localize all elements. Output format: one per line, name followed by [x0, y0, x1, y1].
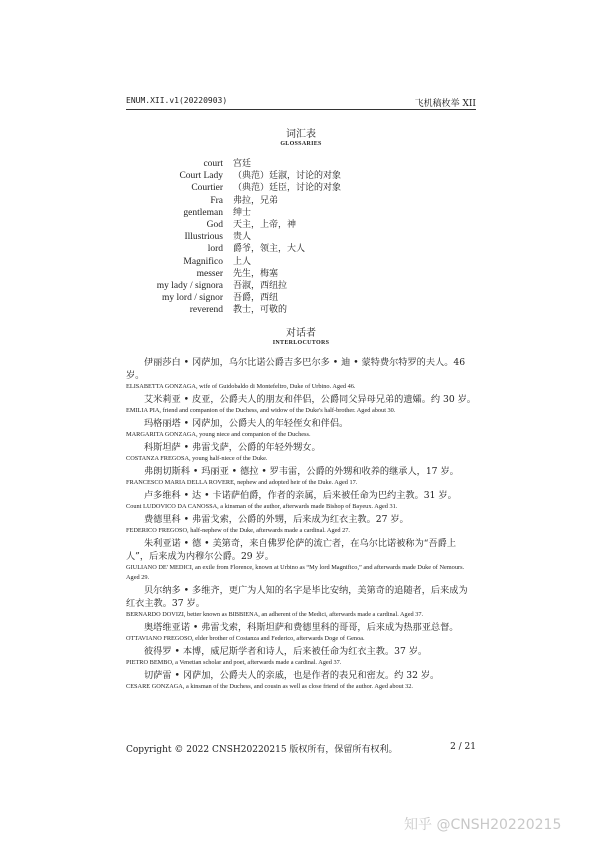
glossary-definition: 天主，上帝，神 — [233, 219, 297, 230]
glossary-entry — [126, 158, 476, 170]
glossary-term: Fra — [210, 195, 223, 206]
interlocutor-en: GIULIANO DE' MEDICI, an exile from Florence, known at Urbino as “My lord Magnifico,” and afterwards made Duke of Nemours. Aged 29. — [126, 564, 465, 581]
interlocutor-zh: 艾米莉亚 • 皮亚，公爵夫人的朋友和伴侣，公爵同父异母兄弟的遗孀。约 30 岁。 — [144, 394, 476, 405]
glossary-entry — [126, 256, 476, 268]
glossary-term: court — [203, 159, 223, 169]
interlocutor-en: FRANCESCO MARIA DELLA ROVERE, nephew and adopted heir of the Duke. Aged 17. — [126, 479, 358, 486]
glossary-entry — [126, 182, 476, 194]
glossary-definition: 弗拉，兄弟 — [233, 195, 279, 206]
glossary-term: reverend — [189, 305, 223, 316]
interlocutor-zh: 朱利亚诺 • 德 • 美第奇，来自佛罗伦萨的流亡者，在乌尔比诺被称为“吾爵上人”，后来成为内穆尔公爵。29 岁。 — [126, 538, 457, 562]
interlocutor-zh: 伊丽莎白 • 冈萨加，乌尔比诺公爵吉多巴尔多 • 迪 • 蒙特费尔特罗的夫人。46 岁。 — [126, 357, 466, 381]
interlocutor-en: PIETRO BEMBO, a Venetian scholar and poet, afterwards made a cardinal. Aged 37. — [126, 659, 342, 666]
interlocutor-zh: 玛格丽塔 • 冈萨加，公爵夫人的年轻侄女和伴侣。 — [144, 418, 349, 429]
glossary-term: lord — [207, 244, 223, 255]
glossary-term: my lady / signora — [156, 280, 223, 291]
interlocutor-en: BERNARDO DOVIZI, better known as BIBBIENA, an adherent of the Medici, afterwards made a cardinal. Aged 37. — [126, 611, 424, 618]
glossary-definition: 吾爵，西纽 — [233, 293, 279, 304]
glossary-term: Illustrious — [184, 232, 223, 243]
glossary-entry — [126, 219, 476, 231]
glossary-definition: 教士，可敬的 — [233, 305, 288, 316]
interlocutor-zh: 费德里科 • 弗雷戈索，公爵的外甥，后来成为红衣主教。27 岁。 — [144, 514, 409, 525]
interlocutor-zh: 奥塔维亚诺 • 弗雷戈索，科斯坦萨和费德里科的哥哥，后来成为热那亚总督。 — [144, 622, 459, 633]
interlocutors-title: 对话者 — [286, 328, 316, 339]
document-id: ENUM.XII.v1(20220903) — [126, 96, 228, 105]
glossary-entry — [126, 292, 476, 304]
interlocutor-zh: 卢多维科 • 达 • 卡诺萨伯爵，作者的亲属，后来被任命为巴约主教。31 岁。 — [144, 490, 457, 501]
interlocutor-en: Count LUDOVICO DA CANOSSA, a kinsman of the author, afterwards made Bishop of Bayeux. Aged 31. — [126, 503, 398, 510]
glossary-term: gentleman — [183, 207, 223, 218]
interlocutor-en: OTTAVIANO FREGOSO, elder brother of Costanza and Federico, afterwards Doge of Genoa. — [126, 635, 365, 642]
copyright: Copyright © 2022 CNSH20220215 版权所有，保留所有权利。 — [126, 745, 398, 755]
glossary-term: my lord / signor — [162, 293, 223, 304]
glossary-definition: 宫廷 — [233, 159, 252, 169]
interlocutor-en: FEDERICO FREGOSO, half-nephew of the Duke, afterwards made a cardinal. Aged 27. — [126, 527, 351, 534]
glossary-definition: 绅士 — [233, 207, 252, 218]
glossary-term: Court Lady — [179, 171, 223, 182]
interlocutors-subtitle: INTERLOCUTORS — [272, 340, 330, 346]
glossary-definition: （典范）廷臣，讨论的对象 — [233, 183, 342, 194]
glossary-definition: （典范）廷淑，讨论的对象 — [233, 171, 342, 182]
glossary-term: messer — [196, 268, 223, 279]
glossary-definition: 爵爷，领主，大人 — [233, 244, 306, 255]
glossary-entry — [126, 280, 476, 292]
glossary-title: 词汇表 — [286, 129, 316, 140]
header-rule — [126, 109, 476, 110]
interlocutors-list — [126, 356, 476, 693]
interlocutor-zh: 彼得罗 • 本博，威尼斯学者和诗人，后来被任命为红衣主教。37 岁。 — [144, 646, 428, 657]
glossary-list — [126, 158, 476, 316]
glossary-entry — [126, 243, 476, 255]
glossary-definition: 先生，梅塞 — [233, 268, 279, 279]
glossary-entry — [126, 207, 476, 219]
glossary-term: Magnifico — [183, 256, 223, 267]
watermark: 知乎 @CNSH20220215 — [404, 817, 562, 833]
running-title: 飞机稿枚举 XII — [414, 99, 476, 109]
glossary-term: God — [206, 219, 223, 230]
interlocutor-zh: 弗朗切斯科 • 玛丽亚 • 德拉 • 罗韦雷，公爵的外甥和收养的继承人，17 岁。 — [144, 466, 459, 477]
page-header — [126, 96, 476, 110]
glossary-definition: 贵人 — [233, 232, 252, 243]
interlocutor-en: ELISABETTA GONZAGA, wife of Guidobaldo di Montefeltro, Duke of Urbino. Aged 46. — [126, 383, 356, 390]
interlocutor-en: MARGARITA GONZAGA, young niece and companion of the Duchess. — [126, 431, 311, 438]
interlocutor-en: EMILIA PIA, friend and companion of the Duchess, and widow of the Duke's half-brother. Aged about 30. — [126, 407, 396, 414]
interlocutor-zh: 科斯坦萨 • 弗雷戈萨，公爵的年轻外甥女。 — [144, 442, 321, 453]
glossary-term: Courtier — [191, 183, 223, 194]
glossary-subtitle: GLOSSARIES — [280, 141, 322, 147]
glossary-entry — [126, 304, 476, 316]
glossary-entry — [126, 231, 476, 243]
glossary-definition: 上人 — [233, 256, 252, 267]
glossary-entry — [126, 170, 476, 182]
interlocutor-zh: 切萨雷 • 冈萨加，公爵夫人的亲戚，也是作者的表兄和密友。约 32 岁。 — [144, 670, 440, 681]
interlocutor-en: COSTANZA FREGOSA, young half-niece of the Duke. — [126, 455, 268, 462]
interlocutor-zh: 贝尔纳多 • 多维齐，更广为人知的名字是毕比安纳，美第奇的追随者，后来成为红衣主教。37 岁。 — [126, 585, 468, 609]
glossary-entry — [126, 268, 476, 280]
glossary-definition: 吾淑，西纽拉 — [233, 280, 288, 291]
glossary-entry — [126, 195, 476, 207]
interlocutor-en: CESARE GONZAGA, a kinsman of the Duchess, and cousin as well as close friend of the author. Aged about 32. — [126, 683, 413, 690]
page-number: 2 / 21 — [450, 742, 476, 752]
